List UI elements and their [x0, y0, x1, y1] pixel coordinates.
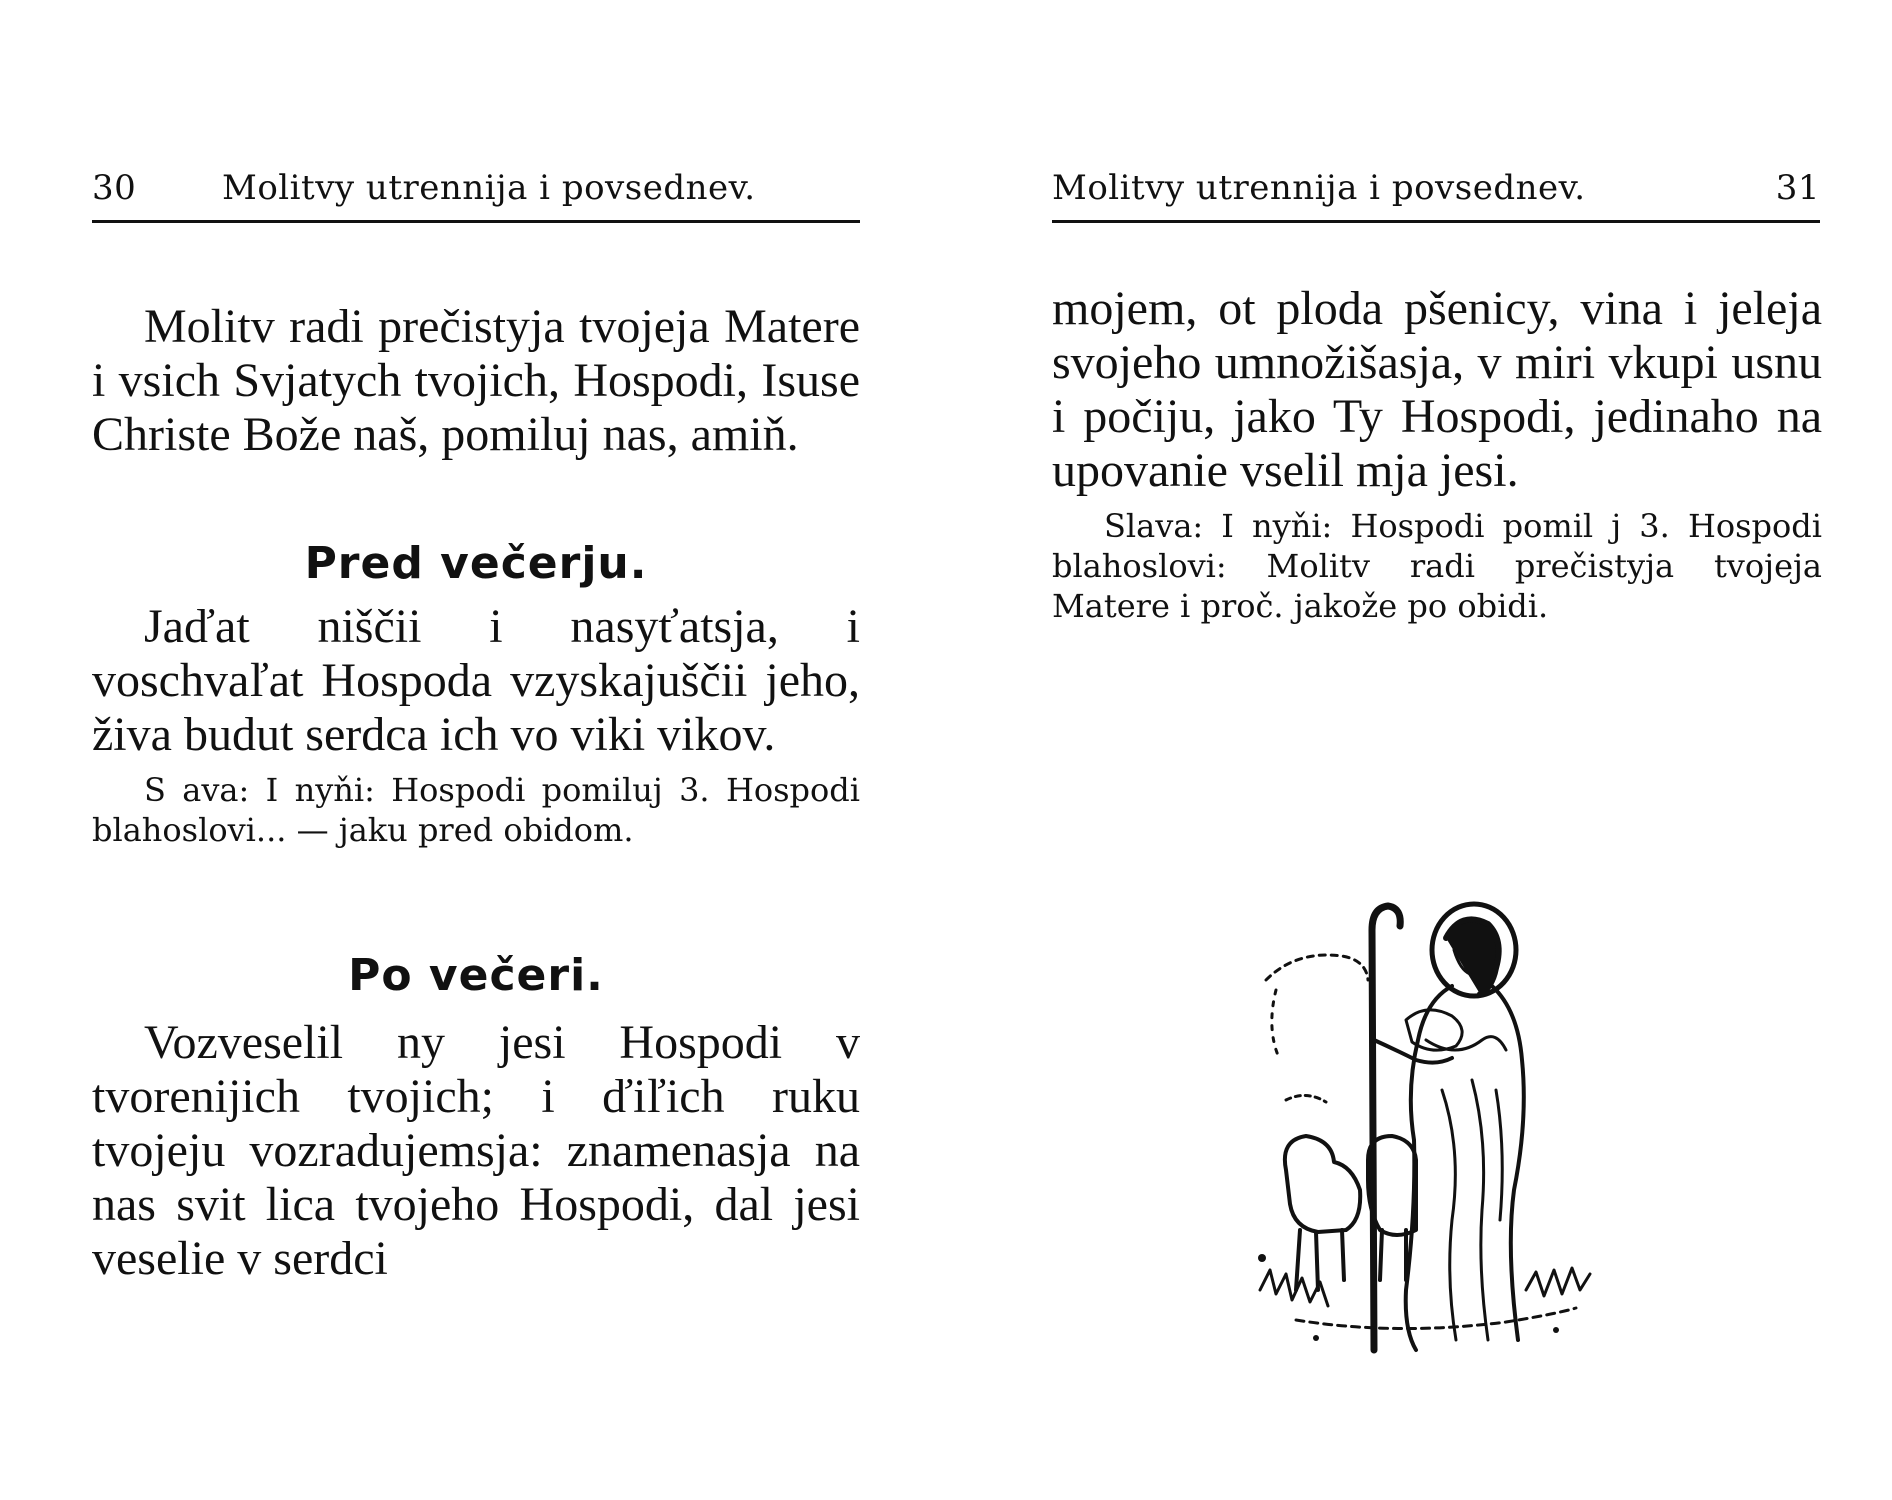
header-rule [92, 220, 860, 223]
right-page-content [1052, 282, 1822, 626]
prayer-paragraph: Molitv radi prečistyja tvojeja Matere i vsich Svjatych tvojich, Hospodi, Isuse Christe Bože naš, pomiluj nas, amiň. [92, 300, 860, 461]
good-shepherd-engraving-icon [1256, 890, 1596, 1370]
section-heading: Pred večerju. [304, 538, 648, 589]
left-page-header [92, 168, 860, 228]
rubric-note: S ava: I nyňi: Hospodi pomiluj 3. Hospodi blahoslovi... — jaku pred obidom. [92, 771, 860, 849]
prayer-paragraph: Jaďat niščii i nasyťatsja, i voschvaľat Hospoda vzyskajuščii jeho, živa budut serdca ich vo viki vikov. [92, 600, 860, 761]
page-number: 30 [92, 168, 137, 208]
rubric-note: Slava: I nyňi: Hospodi pomil j 3. Hospodi blahoslovi: Molitv radi prečistyja tvojeja Matere i proč. jakože po obidi. [1052, 507, 1822, 625]
section-heading: Po večeri. [348, 950, 604, 1001]
running-title: Molitvy utrennija i povsednev. [222, 168, 756, 208]
header-rule [1052, 220, 1820, 223]
running-title: Molitvy utrennija i povsednev. [1052, 168, 1586, 208]
right-page [946, 0, 1892, 1500]
prayer-paragraph: mojem, ot ploda pšenicy, vina i jeleja svojeho umnožišasja, v miri vkupi usnu i počiju, jako Ty Hospodi, jedinaho na upovanie vselil mja jesi. [1052, 282, 1822, 497]
right-page-header [1052, 168, 1820, 228]
left-page-content [92, 300, 860, 1286]
prayer-paragraph: Vozveselil ny jesi Hospodi v tvorenijich tvojich; i ďiľich ruku tvojeju vozradujemsja: znamenasja na nas svit lica tvojeho Hospodi, dal jesi veselie v serdci [92, 1016, 860, 1285]
page-number: 31 [1775, 168, 1820, 208]
